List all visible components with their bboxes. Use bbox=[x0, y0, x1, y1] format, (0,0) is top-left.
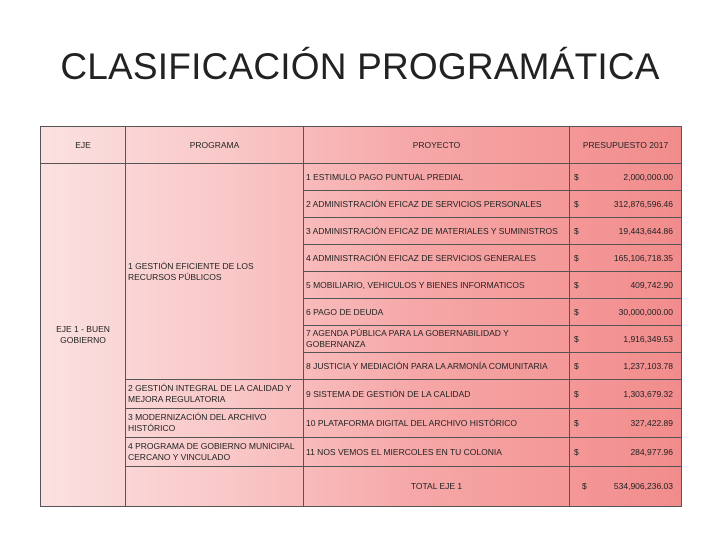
total-monto-cell: $ 534,906,236.03 bbox=[570, 467, 682, 507]
proyecto-cell: 3 ADMINISTRACIÓN EFICAZ DE MATERIALES Y SUMINISTROS bbox=[304, 218, 570, 245]
proyecto-cell: 2 ADMINISTRACIÓN EFICAZ DE SERVICIOS PERSONALES bbox=[304, 191, 570, 218]
header-proyecto: PROYECTO bbox=[304, 127, 570, 164]
proyecto-cell: 7 AGENDA PÚBLICA PARA LA GOBERNABILIDAD Y GOBERNANZA bbox=[304, 326, 570, 353]
header-presupuesto: PRESUPUESTO 2017 bbox=[570, 127, 682, 164]
empty-cell bbox=[126, 467, 304, 507]
monto-cell: $ 1,303,679.32 bbox=[570, 380, 682, 409]
header-programa: PROGRAMA bbox=[126, 127, 304, 164]
table-header-row bbox=[41, 127, 682, 164]
proyecto-cell: 8 JUSTICIA Y MEDIACIÓN PARA LA ARMONÍA COMUNITARIA bbox=[304, 353, 570, 380]
programa-cell: 2 GESTIÓN INTEGRAL DE LA CALIDAD Y MEJORA REGULATORIA bbox=[126, 380, 304, 409]
monto-cell: $ 409,742.90 bbox=[570, 272, 682, 299]
monto-cell: $ 1,916,349.53 bbox=[570, 326, 682, 353]
monto-cell: $ 284,977.96 bbox=[570, 438, 682, 467]
total-row bbox=[41, 467, 682, 507]
proyecto-cell: 5 MOBILIARIO, VEHICULOS Y BIENES INFORMATICOS bbox=[304, 272, 570, 299]
monto-cell: $ 30,000,000.00 bbox=[570, 299, 682, 326]
proyecto-cell: 4 ADMINISTRACIÓN EFICAZ DE SERVICIOS GENERALES bbox=[304, 245, 570, 272]
table-row bbox=[41, 409, 682, 438]
header-eje: EJE bbox=[41, 127, 126, 164]
total-label: TOTAL EJE 1 bbox=[304, 467, 570, 507]
eje-cell: EJE 1 - BUEN GOBIERNO bbox=[41, 164, 126, 507]
proyecto-cell: 10 PLATAFORMA DIGITAL DEL ARCHIVO HISTÓRICO bbox=[304, 409, 570, 438]
programa-cell: 3 MODERNIZACIÓN DEL ARCHIVO HISTÓRICO bbox=[126, 409, 304, 438]
proyecto-cell: 6 PAGO DE DEUDA bbox=[304, 299, 570, 326]
programa-cell: 4 PROGRAMA DE GOBIERNO MUNICIPAL CERCANO Y VINCULADO bbox=[126, 438, 304, 467]
table-row bbox=[41, 380, 682, 409]
proyecto-cell: 1 ESTIMULO PAGO PUNTUAL PREDIAL bbox=[304, 164, 570, 191]
monto-cell: $ 2,000,000.00 bbox=[570, 164, 682, 191]
proyecto-cell: 9 SISTEMA DE GESTIÓN DE LA CALIDAD bbox=[304, 380, 570, 409]
page-title: CLASIFICACIÓN PROGRAMÁTICA bbox=[60, 46, 660, 87]
monto-cell: $ 19,443,644.86 bbox=[570, 218, 682, 245]
monto-cell: $ 327,422.89 bbox=[570, 409, 682, 438]
table-row bbox=[41, 438, 682, 467]
programa-cell: 1 GESTIÓN EFICIENTE DE LOS RECURSOS PÚBLICOS bbox=[126, 164, 304, 380]
monto-cell: $ 312,876,596.46 bbox=[570, 191, 682, 218]
monto-cell: $ 1,237,103.78 bbox=[570, 353, 682, 380]
programmatic-classification-table bbox=[40, 126, 682, 507]
proyecto-cell: 11 NOS VEMOS EL MIERCOLES EN TU COLONIA bbox=[304, 438, 570, 467]
table-row bbox=[41, 164, 682, 191]
monto-cell: $ 165,106,718.35 bbox=[570, 245, 682, 272]
